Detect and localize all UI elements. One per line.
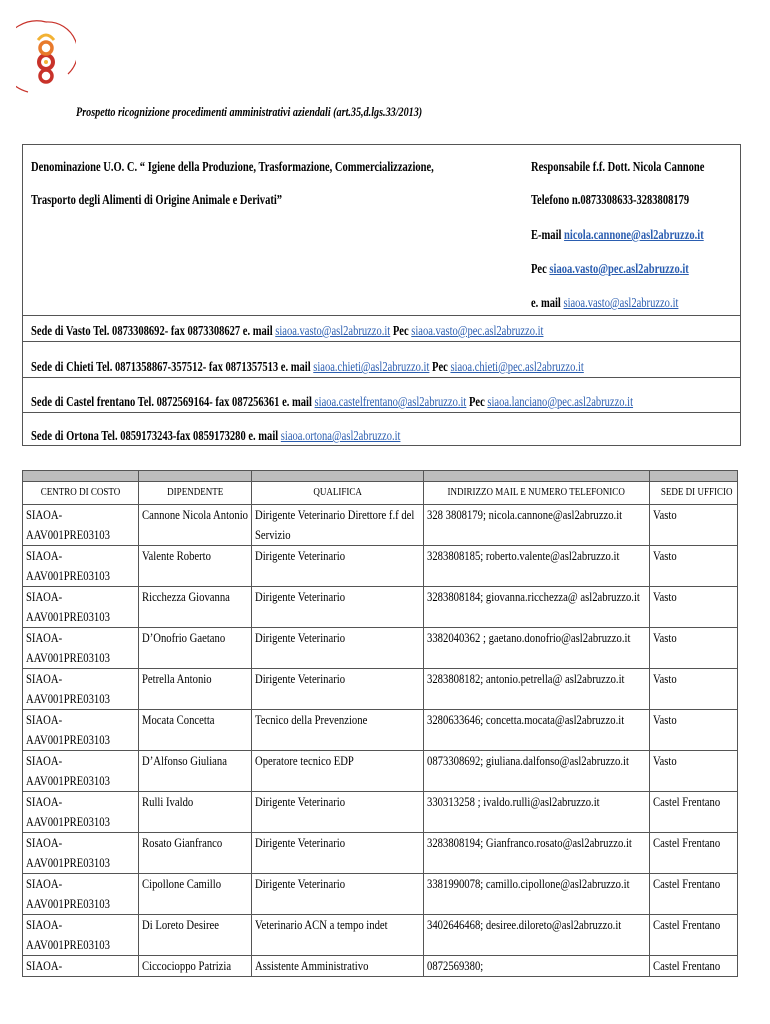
table-row [23, 628, 738, 669]
office-cell [650, 833, 738, 874]
sede-pec-link[interactable]: siaoa.lanciano@pec.asl2abruzzo.it [487, 394, 634, 409]
employee-cell [139, 874, 252, 915]
cost-center-text: SIAOA- AAV001PRE03103 [26, 671, 110, 706]
contact-text: 3402646468; desiree.diloreto@asl2abruzzo.it [427, 917, 622, 932]
office-cell [650, 874, 738, 915]
table-row [23, 669, 738, 710]
pec-label: Pec [429, 359, 451, 374]
divider [23, 341, 740, 342]
table-row [23, 587, 738, 628]
sede-contacts: Tel. 0872569164- fax 087256361 e. mail [137, 394, 315, 409]
pec-label: Pec [390, 323, 412, 338]
office-cell [650, 587, 738, 628]
table-row [23, 751, 738, 792]
cost-center-text: SIAOA- AAV001PRE03103 [26, 835, 110, 870]
header-office [650, 482, 738, 505]
responsible-mail-link[interactable]: siaoa.vasto@asl2abruzzo.it [563, 295, 679, 310]
office-cell [650, 505, 738, 546]
qualification-text: Veterinario ACN a tempo indet [255, 917, 388, 932]
employee-cell [139, 710, 252, 751]
office-text: Vasto [653, 589, 677, 604]
qualification-text: Dirigente Veterinario Direttore f.f del Servizio [255, 507, 415, 542]
contact-cell [424, 587, 650, 628]
qualification-text: Assistente Amministrativo [255, 958, 369, 973]
office-cell [650, 956, 738, 977]
responsible-pec-row [531, 261, 689, 277]
employee-cell [139, 751, 252, 792]
contact-cell [424, 833, 650, 874]
contact-cell [424, 956, 650, 977]
employee-text: D’Alfonso Giuliana [142, 753, 227, 768]
qualification-text: Dirigente Veterinario [255, 630, 346, 645]
sede-pec-link[interactable]: siaoa.vasto@pec.asl2abruzzo.it [411, 323, 544, 338]
contact-cell [424, 751, 650, 792]
employee-cell [139, 915, 252, 956]
cost-center-text: SIAOA- AAV001PRE03103 [26, 548, 110, 583]
sede-name: Sede di Ortona [31, 428, 102, 443]
cost-center-text: SIAOA- AAV001PRE03103 [26, 794, 110, 829]
office-text: Vasto [653, 507, 677, 522]
asl-logo [16, 14, 76, 110]
qualification-cell [252, 669, 424, 710]
office-text: Castel Frentano [653, 835, 721, 850]
office-text: Castel Frentano [653, 794, 721, 809]
qualification-cell [252, 833, 424, 874]
table-row [23, 915, 738, 956]
office-text: Vasto [653, 630, 677, 645]
office-cell [650, 669, 738, 710]
employee-text: Petrella Antonio [142, 671, 212, 686]
cost-center-cell [23, 546, 139, 587]
contact-cell [424, 505, 650, 546]
employee-cell [139, 546, 252, 587]
sede-email-link[interactable]: siaoa.vasto@asl2abruzzo.it [275, 323, 391, 338]
header-employee [139, 482, 252, 505]
sede-email-link[interactable]: siaoa.castelfrentano@asl2abruzzo.it [314, 394, 467, 409]
unit-name-line1: Denominazione U.O. C. “ Igiene della Produzione, Trasformazione, Commercializzazione, [31, 159, 434, 174]
contact-text: 0873308692; giuliana.dalfonso@asl2abruzzo.it [427, 753, 629, 768]
divider [23, 412, 740, 413]
contact-text: 330313258 ; ivaldo.rulli@asl2abruzzo.it [427, 794, 600, 809]
employee-text: Ciccocioppo Patrizia [142, 958, 232, 973]
qualification-text: Dirigente Veterinario [255, 671, 346, 686]
header-label: INDIRIZZO MAIL E NUMERO TELEFONICO [447, 486, 626, 498]
sede-name: Sede di Vasto [31, 323, 94, 338]
qualification-cell [252, 710, 424, 751]
sede-contacts: Tel. 0859173243-fax 0859173280 e. mail [101, 428, 281, 443]
header-row [23, 482, 738, 505]
staff-table [22, 470, 738, 977]
contact-cell [424, 546, 650, 587]
office-text: Castel Frentano [653, 917, 721, 932]
unit-info-box [22, 144, 741, 446]
contact-cell [424, 710, 650, 751]
sede-name: Sede di Castel frentano [31, 394, 138, 409]
header-label: CENTRO DI COSTO [40, 486, 121, 498]
qualification-cell [252, 628, 424, 669]
employee-cell [139, 833, 252, 874]
sede-email-link[interactable]: siaoa.ortona@asl2abruzzo.it [280, 428, 401, 443]
cost-center-cell [23, 710, 139, 751]
cost-center-cell [23, 628, 139, 669]
responsible-phone: Telefono n.0873308633-3283808179 [531, 192, 690, 207]
cost-center-text: SIAOA- [26, 958, 63, 973]
table-row [23, 874, 738, 915]
contact-text: 3283808194; Gianfranco.rosato@asl2abruzzo.it [427, 835, 632, 850]
cost-center-text: SIAOA- AAV001PRE03103 [26, 917, 110, 952]
cost-center-cell [23, 669, 139, 710]
document-title: Prospetto ricognizione procedimenti amministrativi aziendali (art.35,d.lgs.33/2013) [76, 104, 423, 119]
contact-text: 3381990078; camillo.cipollone@asl2abruzzo.it [427, 876, 630, 891]
office-text: Vasto [653, 548, 677, 563]
employee-cell [139, 505, 252, 546]
table-row [23, 710, 738, 751]
sede-contacts: Tel. 0873308692- fax 0873308627 e. mail [93, 323, 276, 338]
contact-text: 0872569380; [427, 958, 484, 973]
qualification-cell [252, 956, 424, 977]
sede-vasto [31, 323, 543, 339]
header-label: QUALIFICA [313, 486, 362, 498]
employee-text: Valente Roberto [142, 548, 211, 563]
divider [23, 377, 740, 378]
contact-cell [424, 915, 650, 956]
qualification-cell [252, 751, 424, 792]
employee-cell [139, 587, 252, 628]
sede-castel-frentano [31, 394, 633, 410]
cost-center-cell [23, 505, 139, 546]
qualification-text: Operatore tecnico EDP [255, 753, 354, 768]
qualification-cell [252, 874, 424, 915]
employee-text: Rosato Gianfranco [142, 835, 223, 850]
contact-cell [424, 792, 650, 833]
contact-cell [424, 669, 650, 710]
pec-label: Pec [531, 261, 547, 276]
email-label: E-mail [531, 227, 562, 242]
sede-contacts: Tel. 0871358867-357512- fax 0871357513 e. mail [96, 359, 314, 374]
office-cell [650, 792, 738, 833]
qualification-cell [252, 587, 424, 628]
cost-center-text: SIAOA- AAV001PRE03103 [26, 753, 110, 788]
cost-center-cell [23, 956, 139, 977]
responsible-name: Responsabile f.f. Dott. Nicola Cannone [531, 159, 705, 174]
header-qualification [252, 482, 424, 505]
sede-ortona [31, 428, 400, 444]
office-cell [650, 628, 738, 669]
cost-center-cell [23, 915, 139, 956]
employee-text: Ricchezza Giovanna [142, 589, 230, 604]
office-text: Castel Frentano [653, 876, 721, 891]
employee-text: Rulli Ivaldo [142, 794, 194, 809]
employee-text: Cipollone Camillo [142, 876, 222, 891]
responsible-email-link[interactable]: nicola.cannone@asl2abruzzo.it [564, 227, 704, 242]
responsible-email-row [531, 227, 704, 243]
table-row [23, 833, 738, 874]
header-label: DIPENDENTE [166, 486, 224, 498]
contact-cell [424, 874, 650, 915]
cost-center-cell [23, 874, 139, 915]
office-text: Vasto [653, 753, 677, 768]
employee-cell [139, 956, 252, 977]
employee-cell [139, 669, 252, 710]
divider [23, 315, 740, 316]
sede-pec-link[interactable]: siaoa.chieti@pec.asl2abruzzo.it [450, 359, 584, 374]
qualification-cell [252, 546, 424, 587]
header-cost-center [23, 482, 139, 505]
cost-center-text: SIAOA- AAV001PRE03103 [26, 507, 110, 542]
header-contact [424, 482, 650, 505]
unit-name-line2: Trasporto degli Alimenti di Origine Animale e Derivati” [31, 192, 283, 207]
table-row [23, 792, 738, 833]
employee-cell [139, 628, 252, 669]
employee-text: D’Onofrio Gaetano [142, 630, 226, 645]
employee-text: Mocata Concetta [142, 712, 215, 727]
office-text: Vasto [653, 671, 677, 686]
cost-center-cell [23, 792, 139, 833]
sede-chieti [31, 359, 584, 375]
pec-label: Pec [466, 394, 488, 409]
office-text: Vasto [653, 712, 677, 727]
qualification-text: Dirigente Veterinario [255, 589, 346, 604]
office-cell [650, 710, 738, 751]
qualification-text: Dirigente Veterinario [255, 876, 346, 891]
qualification-cell [252, 792, 424, 833]
cost-center-text: SIAOA- AAV001PRE03103 [26, 630, 110, 665]
employee-text: Di Loreto Desiree [142, 917, 219, 932]
responsible-pec-link[interactable]: siaoa.vasto@pec.asl2abruzzo.it [549, 261, 689, 276]
contact-text: 3283808185; roberto.valente@asl2abruzzo.it [427, 548, 620, 563]
cost-center-text: SIAOA- AAV001PRE03103 [26, 589, 110, 624]
cost-center-text: SIAOA- AAV001PRE03103 [26, 876, 110, 911]
sede-name: Sede di Chieti [31, 359, 97, 374]
contact-cell [424, 628, 650, 669]
contact-text: 328 3808179; nicola.cannone@asl2abruzzo.it [427, 507, 623, 522]
qualification-text: Dirigente Veterinario [255, 835, 346, 850]
contact-text: 3382040362 ; gaetano.donofrio@asl2abruzzo.it [427, 630, 631, 645]
employee-text: Cannone Nicola Antonio [142, 507, 248, 522]
office-cell [650, 546, 738, 587]
contact-text: 3283808182; antonio.petrella@ asl2abruzzo.it [427, 671, 625, 686]
office-cell [650, 751, 738, 792]
sede-email-link[interactable]: siaoa.chieti@asl2abruzzo.it [313, 359, 430, 374]
employee-cell [139, 792, 252, 833]
qualification-text: Tecnico della Prevenzione [255, 712, 368, 727]
cost-center-cell [23, 833, 139, 874]
mail-label: e. mail [531, 295, 561, 310]
qualification-cell [252, 505, 424, 546]
qualification-text: Dirigente Veterinario [255, 794, 346, 809]
contact-text: 3283808184; giovanna.ricchezza@ asl2abruzzo.it [427, 589, 640, 604]
table-row [23, 505, 738, 546]
qualification-cell [252, 915, 424, 956]
table-row [23, 956, 738, 977]
office-text: Castel Frentano [653, 958, 721, 973]
header-label: SEDE DI UFFICIO [660, 486, 733, 498]
responsible-mail-row [531, 295, 678, 311]
table-row [23, 546, 738, 587]
office-cell [650, 915, 738, 956]
contact-text: 3280633646; concetta.mocata@asl2abruzzo.it [427, 712, 625, 727]
cost-center-cell [23, 587, 139, 628]
cost-center-text: SIAOA- AAV001PRE03103 [26, 712, 110, 747]
qualification-text: Dirigente Veterinario [255, 548, 346, 563]
cost-center-cell [23, 751, 139, 792]
header-band [23, 471, 738, 482]
table-body [23, 505, 738, 977]
